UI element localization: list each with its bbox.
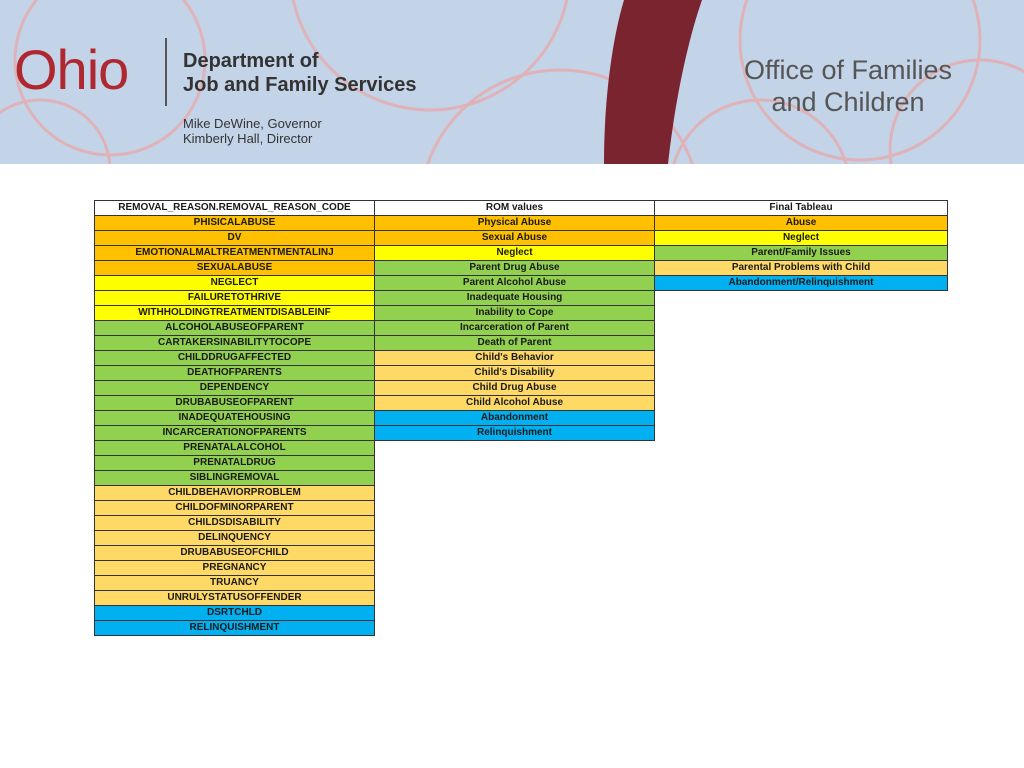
table-row xyxy=(95,561,375,576)
table-cell: DRUBABUSEOFPARENT xyxy=(95,396,375,411)
table-cell: PHISICALABUSE xyxy=(95,216,375,231)
table-cell: Incarceration of Parent xyxy=(375,321,655,336)
ohio-logo xyxy=(14,40,128,100)
rom-values-table xyxy=(374,200,655,441)
table-cell: DV xyxy=(95,231,375,246)
table-row xyxy=(375,291,655,306)
table-row xyxy=(95,576,375,591)
table-cell: Child Drug Abuse xyxy=(375,381,655,396)
table-row xyxy=(95,381,375,396)
table-row xyxy=(375,336,655,351)
table-row xyxy=(95,216,375,231)
table-row xyxy=(95,486,375,501)
table-cell: Abandonment xyxy=(375,411,655,426)
table-cell: NEGLECT xyxy=(95,276,375,291)
removal-reason-code-table xyxy=(94,200,375,636)
table-row xyxy=(95,276,375,291)
office-title xyxy=(713,54,983,118)
table-cell: DRUBABUSEOFCHILD xyxy=(95,546,375,561)
table-cell: Inadequate Housing xyxy=(375,291,655,306)
table-cell: Parental Problems with Child xyxy=(655,261,948,276)
table-cell: Physical Abuse xyxy=(375,216,655,231)
column-header: REMOVAL_REASON.REMOVAL_REASON_CODE xyxy=(95,201,375,216)
table-row xyxy=(655,276,948,291)
table-row xyxy=(95,246,375,261)
final-tableau-table xyxy=(654,200,948,291)
header-banner xyxy=(0,0,1024,164)
ohio-logo-text: Ohio xyxy=(14,38,129,101)
table-row xyxy=(95,366,375,381)
table-cell: CHILDSDISABILITY xyxy=(95,516,375,531)
header-row xyxy=(375,201,655,216)
table-row xyxy=(375,396,655,411)
table-cell: ALCOHOLABUSEOFPARENT xyxy=(95,321,375,336)
department-title-line1: Department of xyxy=(183,50,319,72)
table-cell: INCARCERATIONOFPARENTS xyxy=(95,426,375,441)
table-row xyxy=(375,231,655,246)
office-title-line2: and Children xyxy=(771,87,925,117)
table-row xyxy=(655,261,948,276)
table-row xyxy=(375,381,655,396)
office-title-line1: Office of Families xyxy=(743,55,953,85)
table-cell: RELINQUISHMENT xyxy=(95,621,375,636)
table-row xyxy=(95,591,375,606)
table-row xyxy=(95,396,375,411)
table-row xyxy=(375,306,655,321)
table-cell: PRENATALALCOHOL xyxy=(95,441,375,456)
table-row xyxy=(655,246,948,261)
table-row xyxy=(95,531,375,546)
table-cell: DELINQUENCY xyxy=(95,531,375,546)
table-cell: Parent/Family Issues xyxy=(655,246,948,261)
column-header: ROM values xyxy=(375,201,655,216)
table-cell: CARTAKERSINABILITYTOCOPE xyxy=(95,336,375,351)
table-row xyxy=(95,321,375,336)
table-cell: INADEQUATEHOUSING xyxy=(95,411,375,426)
table-row xyxy=(375,411,655,426)
table-row xyxy=(95,231,375,246)
table-cell: DEPENDENCY xyxy=(95,381,375,396)
table-row xyxy=(375,321,655,336)
table-row xyxy=(375,366,655,381)
table-row xyxy=(95,546,375,561)
table-cell: Neglect xyxy=(375,246,655,261)
director-name: Kimberly Hall, Director xyxy=(183,131,313,146)
table-cell: FAILURETOTHRIVE xyxy=(95,291,375,306)
table-row xyxy=(95,441,375,456)
table-cell: Sexual Abuse xyxy=(375,231,655,246)
table-row xyxy=(95,261,375,276)
table-cell: CHILDDRUGAFFECTED xyxy=(95,351,375,366)
table-row xyxy=(375,351,655,366)
table-row xyxy=(95,336,375,351)
table-cell: PRENATALDRUG xyxy=(95,456,375,471)
table-row xyxy=(375,276,655,291)
table-row xyxy=(375,261,655,276)
table-row xyxy=(375,426,655,441)
governor-name: Mike DeWine, Governor xyxy=(183,116,322,131)
table-cell: SIBLINGREMOVAL xyxy=(95,471,375,486)
table-cell: DEATHOFPARENTS xyxy=(95,366,375,381)
table-row xyxy=(655,216,948,231)
table-cell: SEXUALABUSE xyxy=(95,261,375,276)
table-row xyxy=(95,411,375,426)
table-cell: WITHHOLDINGTREATMENTDISABLEINF xyxy=(95,306,375,321)
table-cell: Death of Parent xyxy=(375,336,655,351)
table-cell: Child Alcohol Abuse xyxy=(375,396,655,411)
table-cell: Abuse xyxy=(655,216,948,231)
table-cell: Child's Behavior xyxy=(375,351,655,366)
table-cell: DSRTCHLD xyxy=(95,606,375,621)
table-row xyxy=(95,351,375,366)
table-cell: Abandonment/Relinquishment xyxy=(655,276,948,291)
table-cell: EMOTIONALMALTREATMENTMENTALINJ xyxy=(95,246,375,261)
table-cell: Neglect xyxy=(655,231,948,246)
table-cell: Relinquishment xyxy=(375,426,655,441)
table-row xyxy=(95,501,375,516)
table-row xyxy=(655,231,948,246)
table-cell: Inability to Cope xyxy=(375,306,655,321)
table-row xyxy=(95,621,375,636)
table-cell: Parent Alcohol Abuse xyxy=(375,276,655,291)
table-row xyxy=(95,606,375,621)
table-row xyxy=(95,306,375,321)
table-cell: CHILDBEHAVIORPROBLEM xyxy=(95,486,375,501)
table-cell: PREGNANCY xyxy=(95,561,375,576)
table-row xyxy=(95,426,375,441)
table-cell: TRUANCY xyxy=(95,576,375,591)
header-row xyxy=(95,201,375,216)
column-header: Final Tableau xyxy=(655,201,948,216)
table-row xyxy=(95,471,375,486)
table-row xyxy=(95,291,375,306)
header-row xyxy=(655,201,948,216)
department-title-line2: Job and Family Services xyxy=(183,74,417,96)
table-row xyxy=(95,516,375,531)
table-cell: Child's Disability xyxy=(375,366,655,381)
table-row xyxy=(375,246,655,261)
table-cell: UNRULYSTATUSOFFENDER xyxy=(95,591,375,606)
table-cell: Parent Drug Abuse xyxy=(375,261,655,276)
table-row xyxy=(375,216,655,231)
table-cell: CHILDOFMINORPARENT xyxy=(95,501,375,516)
logo-divider xyxy=(165,38,167,106)
table-row xyxy=(95,456,375,471)
